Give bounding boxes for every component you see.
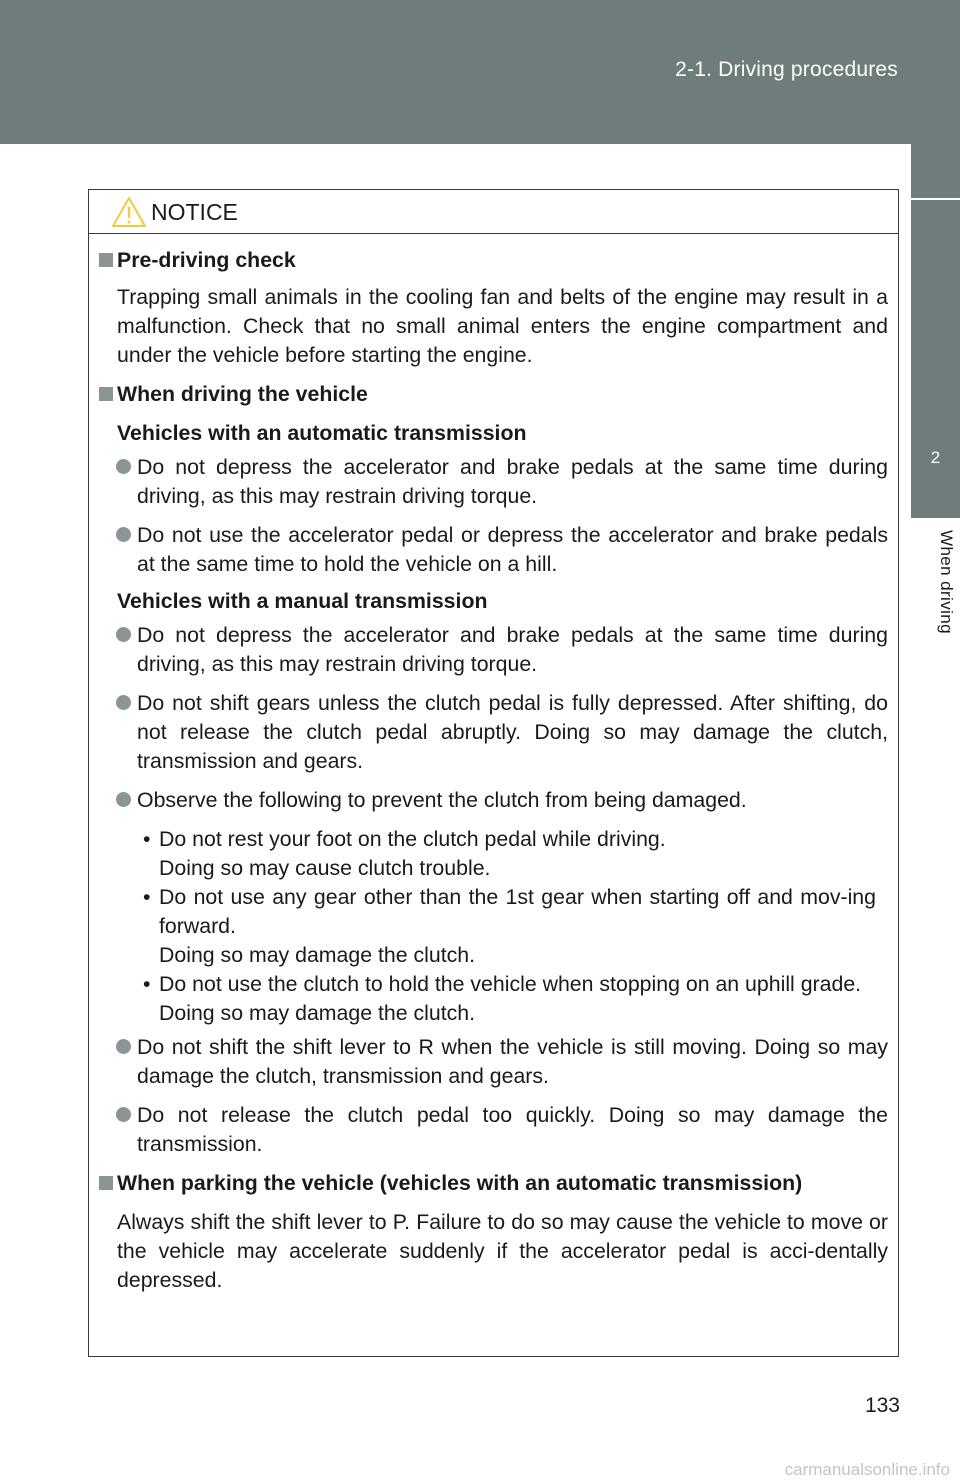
square-bullet-icon (99, 387, 113, 401)
chapter-number: 2 (930, 448, 941, 467)
circle-bullet-icon (116, 627, 131, 642)
sub-list-item: • Do not rest your foot on the clutch pedal while driving. Doing so may cause clutch trouble. (143, 827, 666, 880)
side-tab-top (911, 144, 960, 198)
list-item: Observe the following to prevent the clutch from being damaged. (89, 786, 898, 815)
list-item: Do not shift the shift lever to R when the vehicle is still moving. Doing so may damage the clutch, transmission and gears. (89, 1033, 898, 1091)
watermark: carmanualsonline.info (784, 1460, 950, 1479)
notice-box (88, 189, 899, 1357)
list-item: Do not depress the accelerator and brake pedals at the same time during driving, as this may restrain driving torque. (89, 453, 898, 511)
circle-bullet-icon (116, 527, 131, 542)
square-bullet-icon (99, 253, 113, 267)
square-bullet-icon (99, 1176, 113, 1190)
warning-triangle-icon (111, 196, 147, 228)
dot-bullet: • (143, 827, 151, 851)
paragraph: Always shift the shift lever to P. Failure to do so may cause the vehicle to move or the vehicle may accelerate suddenly if the accelerator pedal is acci-dentally depressed. (117, 1210, 888, 1292)
paragraph: Trapping small animals in the cooling fan and belts of the engine may result in a malfunction. Check that no small animal enters the engine compartment and under the vehicle before starting the engine. (117, 285, 888, 367)
page-number: 133 (864, 1394, 900, 1417)
sub-list-item: • Do not use any gear other than the 1st gear when starting off and mov-ing forward. Doing so may damage the clutch. (143, 885, 876, 967)
side-tab-bottom (911, 518, 960, 1484)
list-item: Do not shift gears unless the clutch pedal is fully depressed. After shifting, do not release the clutch pedal abruptly. Doing so may damage the clutch, transmission and gears. (89, 689, 898, 776)
subheading-automatic: Vehicles with an automatic transmission (117, 421, 527, 445)
heading-when-parking: When parking the vehicle (vehicles with an automatic transmission) (89, 1169, 898, 1198)
list-item: Do not depress the accelerator and brake pedals at the same time during driving, as this may restrain driving torque. (89, 621, 898, 679)
chapter-label: When driving (937, 530, 956, 635)
dot-bullet: • (143, 972, 151, 996)
heading-when-driving: When driving the vehicle (89, 380, 898, 409)
notice-content (89, 246, 898, 1295)
circle-bullet-icon (116, 695, 131, 710)
circle-bullet-icon (116, 459, 131, 474)
heading-pre-driving-check: Pre-driving check (89, 246, 898, 275)
circle-bullet-icon (116, 792, 131, 807)
sub-list-item: • Do not use the clutch to hold the vehicle when stopping on an uphill grade. Doing so may damage the clutch. (143, 972, 862, 1025)
list-item: Do not use the accelerator pedal or depress the accelerator and brake pedals at the same time to hold the vehicle on a hill. (89, 521, 898, 579)
notice-title: NOTICE (151, 199, 238, 225)
list-item: Do not release the clutch pedal too quickly. Doing so may damage the transmission. (89, 1101, 898, 1159)
circle-bullet-icon (116, 1039, 131, 1054)
section-title: 2-1. Driving procedures (675, 58, 898, 81)
subheading-manual: Vehicles with a manual transmission (117, 589, 488, 613)
notice-header (89, 190, 898, 234)
dot-bullet: • (143, 885, 151, 909)
circle-bullet-icon (116, 1107, 131, 1122)
side-tab-chapter[interactable] (911, 198, 960, 518)
